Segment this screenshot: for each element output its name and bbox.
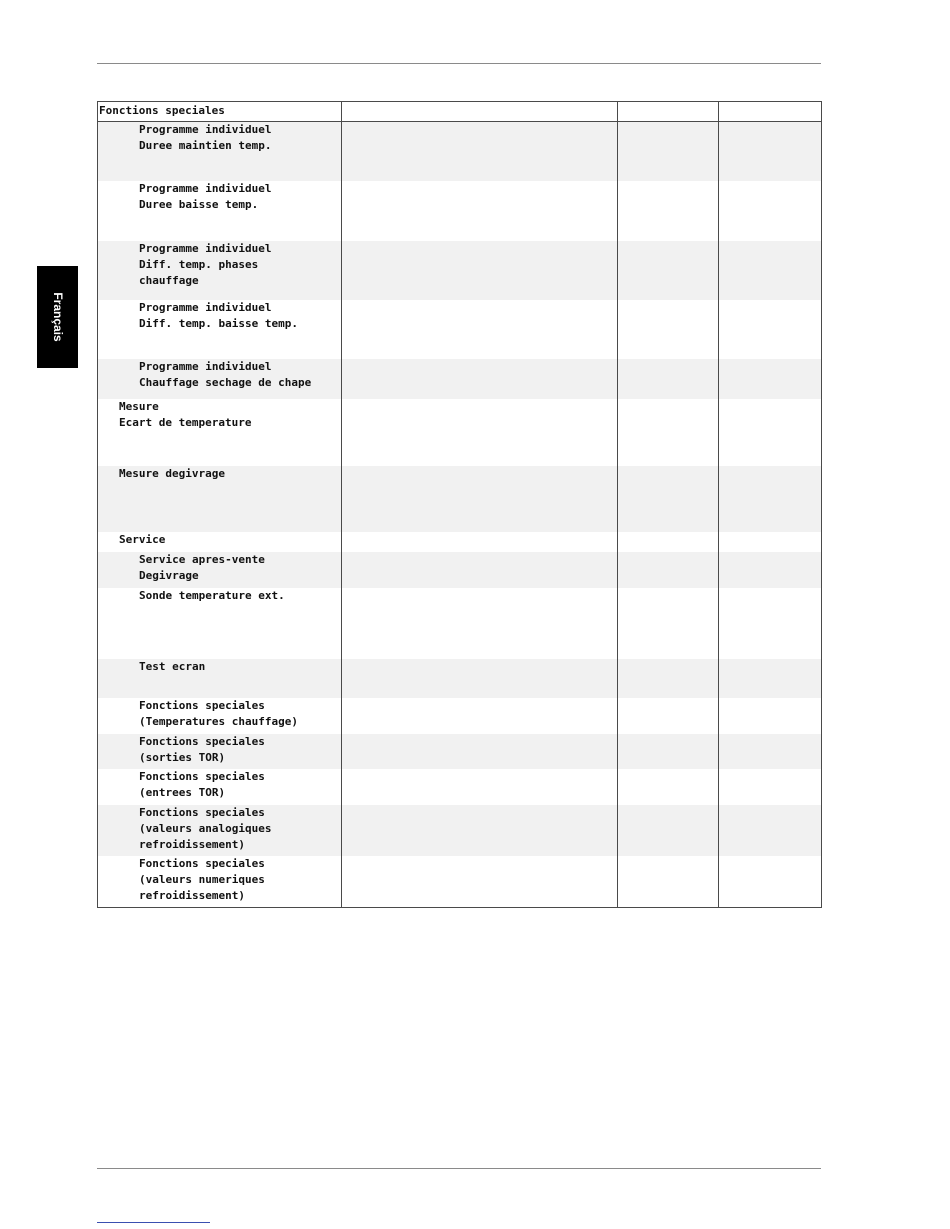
empty-cell: [618, 181, 719, 241]
table-header-cell: [342, 102, 618, 122]
menu-item-line: chauffage: [139, 273, 199, 287]
table-row: [98, 552, 822, 588]
empty-cell: [618, 552, 719, 588]
table-row: [98, 466, 822, 532]
menu-item-line: Diff. temp. baisse temp.: [139, 316, 298, 330]
empty-cell: [342, 359, 618, 399]
empty-cell: [618, 122, 719, 181]
header-rule: [97, 63, 821, 64]
empty-cell: [719, 856, 822, 908]
menu-item-cell: [98, 532, 342, 552]
empty-cell: [618, 734, 719, 769]
menu-item-cell: [98, 241, 342, 300]
empty-cell: [719, 805, 822, 856]
table-row: [98, 181, 822, 241]
menu-item-line: Fonctions speciales: [139, 856, 265, 870]
empty-cell: [342, 181, 618, 241]
empty-cell: [719, 552, 822, 588]
menu-item-line: Diff. temp. phases: [139, 257, 259, 271]
table-row: [98, 122, 822, 181]
table-header-cell: [719, 102, 822, 122]
special-functions-table: [97, 101, 822, 908]
menu-item-line: Fonctions speciales: [139, 805, 265, 819]
menu-item-line: Mesure: [119, 399, 159, 413]
menu-item-line: Duree maintien temp.: [139, 139, 272, 152]
menu-item-line: Degivrage: [139, 568, 199, 582]
menu-item-line: refroidissement): [139, 837, 245, 851]
empty-cell: [342, 122, 618, 181]
menu-item-line: Fonctions speciales: [139, 769, 265, 783]
empty-cell: [719, 181, 822, 241]
menu-item-cell: [98, 466, 342, 532]
table-header-title: Fonctions speciales: [98, 102, 342, 122]
empty-cell: [618, 466, 719, 532]
menu-item-line: Programme individuel: [139, 123, 272, 136]
language-tab: [37, 266, 78, 368]
table-row: [98, 734, 822, 769]
menu-item-line: (entrees TOR): [139, 785, 226, 799]
empty-cell: [719, 588, 822, 659]
menu-item-cell: [98, 805, 342, 856]
menu-item-line: Duree baisse temp.: [139, 197, 259, 211]
menu-item-line: Service: [119, 532, 166, 546]
menu-item-line: Sonde temperature ext.: [139, 588, 285, 602]
table-row: [98, 769, 822, 805]
empty-cell: [618, 805, 719, 856]
empty-cell: [342, 552, 618, 588]
empty-cell: [719, 359, 822, 399]
menu-item-line: Ecart de temperature: [119, 415, 252, 429]
empty-cell: [719, 241, 822, 300]
empty-cell: [342, 588, 618, 659]
menu-item-line: Programme individuel: [139, 300, 272, 314]
empty-cell: [719, 734, 822, 769]
menu-item-cell: [98, 552, 342, 588]
table-row: [98, 359, 822, 399]
table-header-cell: [618, 102, 719, 122]
empty-cell: [618, 588, 719, 659]
menu-item-cell: [98, 399, 342, 466]
menu-item-line: (sorties TOR): [139, 750, 226, 764]
empty-cell: [342, 805, 618, 856]
footer-link-underline: [97, 1222, 210, 1223]
language-tab-label: Français: [50, 292, 65, 342]
empty-cell: [342, 734, 618, 769]
table-row: [98, 300, 822, 359]
empty-cell: [342, 659, 618, 698]
menu-item-line: Mesure degivrage: [119, 466, 225, 480]
menu-item-cell: [98, 659, 342, 698]
empty-cell: [618, 300, 719, 359]
empty-cell: [618, 241, 719, 300]
menu-item-cell: [98, 856, 342, 908]
empty-cell: [719, 659, 822, 698]
table-row: [98, 241, 822, 300]
footer-rule: [97, 1168, 821, 1169]
empty-cell: [618, 399, 719, 466]
table-row: [98, 698, 822, 734]
menu-item-line: (valeurs numeriques: [139, 872, 265, 886]
empty-cell: [342, 769, 618, 805]
empty-cell: [342, 856, 618, 908]
menu-item-line: Fonctions speciales: [139, 698, 265, 712]
empty-cell: [719, 466, 822, 532]
empty-cell: [342, 466, 618, 532]
table-row: [98, 805, 822, 856]
empty-cell: [719, 122, 822, 181]
empty-cell: [719, 769, 822, 805]
table-row: [98, 532, 822, 552]
menu-item-cell: [98, 122, 342, 181]
menu-item-line: Fonctions speciales: [139, 734, 265, 748]
table-row: [98, 399, 822, 466]
table-header-row: [98, 102, 822, 122]
empty-cell: [719, 300, 822, 359]
empty-cell: [618, 532, 719, 552]
menu-item-line: Chauffage sechage de chape: [139, 375, 312, 389]
menu-item-cell: [98, 181, 342, 241]
empty-cell: [618, 698, 719, 734]
menu-item-line: (valeurs analogiques: [139, 821, 272, 835]
empty-cell: [342, 300, 618, 359]
table-row: [98, 856, 822, 908]
menu-item-line: Service apres-vente: [139, 552, 265, 566]
table-row: [98, 659, 822, 698]
menu-item-line: Programme individuel: [139, 241, 272, 255]
menu-item-line: (Temperatures chauffage): [139, 714, 298, 728]
menu-item-cell: [98, 698, 342, 734]
empty-cell: [719, 532, 822, 552]
empty-cell: [342, 399, 618, 466]
empty-cell: [342, 532, 618, 552]
menu-item-cell: [98, 359, 342, 399]
menu-item-line: Programme individuel: [139, 181, 272, 195]
menu-item-line: refroidissement): [139, 888, 245, 902]
empty-cell: [618, 659, 719, 698]
menu-item-cell: [98, 300, 342, 359]
empty-cell: [618, 769, 719, 805]
empty-cell: [342, 241, 618, 300]
empty-cell: [618, 359, 719, 399]
empty-cell: [719, 698, 822, 734]
empty-cell: [618, 856, 719, 908]
menu-item-line: Programme individuel: [139, 359, 272, 373]
table-row: [98, 588, 822, 659]
empty-cell: [342, 698, 618, 734]
empty-cell: [719, 399, 822, 466]
menu-item-cell: [98, 588, 342, 659]
menu-item-cell: [98, 769, 342, 805]
menu-item-cell: [98, 734, 342, 769]
menu-item-line: Test ecran: [139, 659, 206, 673]
